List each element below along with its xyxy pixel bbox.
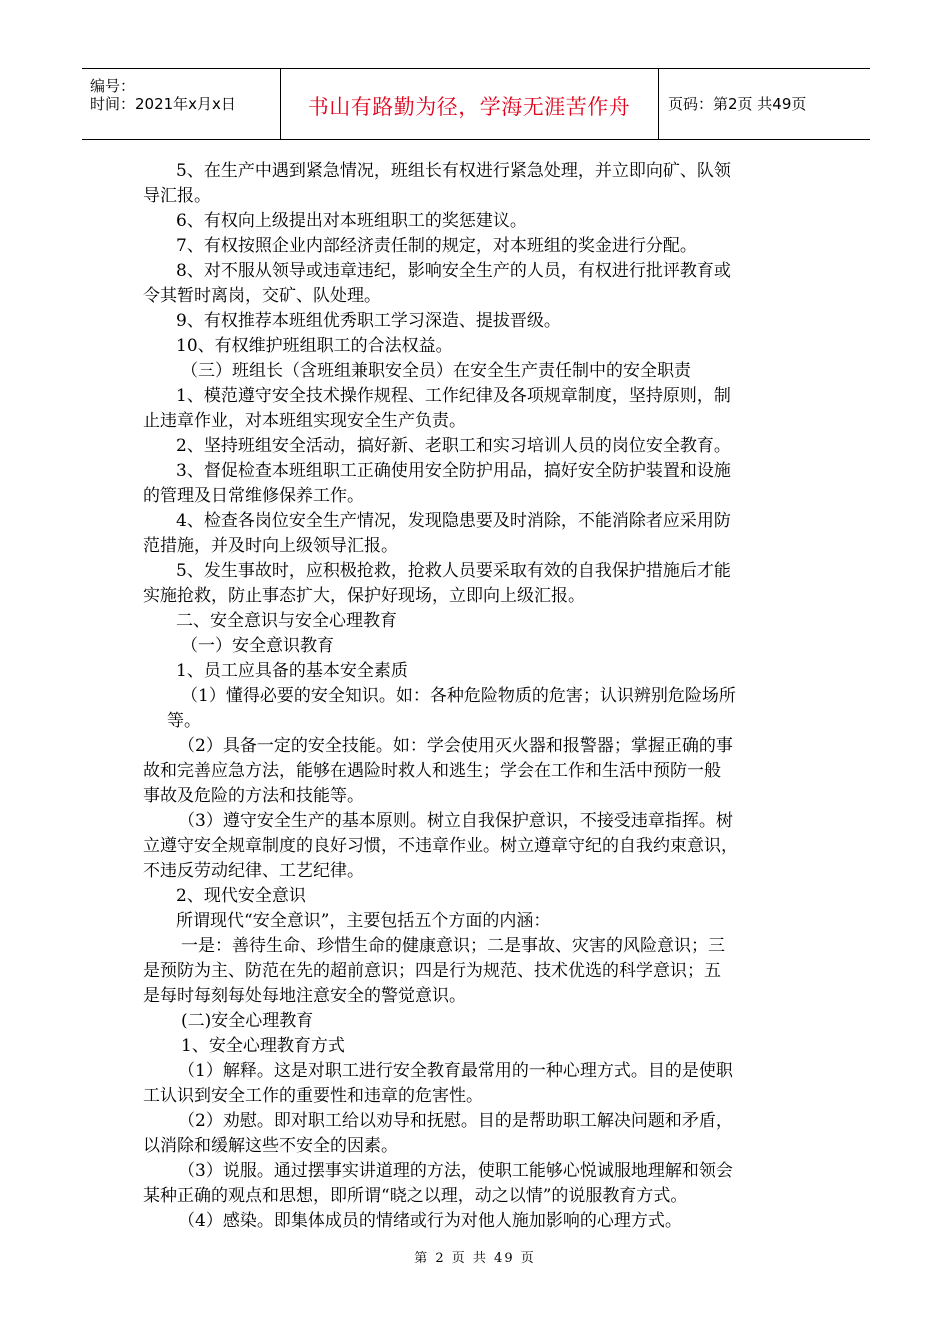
text-line: 8、对不服从领导或违章违纪，影响安全生产的人员，有权进行批评教育或 [176,261,731,281]
text-line: 范措施，并及时向上级领导汇报。 [143,536,398,556]
text-line: 立遵守安全规章制度的良好习惯，不违章作业。树立遵章守纪的自我约束意识， [143,836,738,856]
text-line: （3）遵守安全生产的基本原则。树立自我保护意识，不接受违章指挥。树 [178,811,733,831]
text-line: (二)安全心理教育 [181,1011,314,1031]
header-info-cell [82,69,281,139]
header-page-cell [658,69,870,139]
page-footer: 第 2 页 共 49 页 [414,1251,536,1266]
header-page-info: 页码：第2页 共49页 [668,95,807,113]
text-line: （1）懂得必要的安全知识。如：各种危险物质的危害；认识辨别危险场所 [181,686,736,706]
text-line: 9、有权推荐本班组优秀职工学习深造、提拔晋级。 [176,311,561,331]
text-line: 导汇报。 [143,186,211,206]
text-line: 所谓现代“安全意识”，主要包括五个方面的内涵： [176,911,551,931]
text-line: （2）劝慰。即对职工给以劝导和抚慰。目的是帮助职工解决问题和矛盾， [178,1111,733,1131]
text-line: 一是：善待生命、珍惜生命的健康意识；二是事故、灾害的风险意识；三 [181,936,725,956]
text-line: 5、在生产中遇到紧急情况，班组长有权进行紧急处理，并立即向矿、队领 [176,161,731,181]
text-line: （一）安全意识教育 [181,636,334,656]
text-line: 的管理及日常维修保养工作。 [143,486,364,506]
text-line: 工认识到安全工作的重要性和违章的危害性。 [143,1086,483,1106]
text-line: 1、员工应具备的基本安全素质 [176,661,408,681]
text-line: 以消除和缓解这些不安全的因素。 [143,1136,398,1156]
text-line: 3、督促检查本班组职工正确使用安全防护用品，搞好安全防护装置和设施 [176,461,731,481]
text-line: （三）班组长（含班组兼职安全员）在安全生产责任制中的安全职责 [181,361,691,381]
text-line: 是预防为主、防范在先的超前意识；四是行为规范、技术优选的科学意识；五 [143,961,721,981]
text-line: 事故及危险的方法和技能等。 [143,786,364,806]
text-line: 实施抢救，防止事态扩大，保护好现场，立即向上级汇报。 [143,586,585,606]
text-line: 1、模范遵守安全技术操作规程、工作纪律及各项规章制度，坚持原则，制 [176,386,731,406]
text-line: 令其暂时离岗，交矿、队处理。 [143,286,381,306]
text-line: 2、现代安全意识 [176,886,306,906]
text-line: 10、有权维护班组职工的合法权益。 [176,336,453,356]
text-line: 1、安全心理教育方式 [181,1036,345,1056]
text-line: 5、发生事故时，应积极抢救，抢救人员要采取有效的自我保护措施后才能 [176,561,731,581]
text-line: （1）解释。这是对职工进行安全教育最常用的一种心理方式。目的是使职 [178,1061,733,1081]
text-line: 某种正确的观点和思想，即所谓“晓之以理，动之以情”的说服教育方式。 [143,1186,688,1206]
document-body [143,159,815,1234]
text-line: 不违反劳动纪律、工艺纪律。 [143,861,364,881]
header-motto: 书山有路勤为径，学海无涯苦作舟 [307,95,631,119]
date-line: 时间：2021年x月x日 [90,95,236,113]
text-line: 2、坚持班组安全活动，搞好新、老职工和实习培训人员的岗位安全教育。 [176,436,731,456]
text-line: 是每时每刻每处每地注意安全的警觉意识。 [143,986,466,1006]
text-line: 等。 [167,711,201,731]
text-line: （4）感染。即集体成员的情绪或行为对他人施加影响的心理方式。 [178,1211,682,1231]
text-line: 6、有权向上级提出对本班组职工的奖惩建议。 [176,211,527,231]
code-label: 编号： [90,77,136,95]
text-line: 二、安全意识与安全心理教育 [176,611,397,631]
page-header [82,68,870,140]
header-motto-cell [280,69,659,139]
text-line: 4、检查各岗位安全生产情况，发现隐患要及时消除，不能消除者应采用防 [176,511,731,531]
text-line: 故和完善应急方法，能够在遇险时救人和逃生；学会在工作和生活中预防一般 [143,761,721,781]
text-line: （3）说服。通过摆事实讲道理的方法，使职工能够心悦诚服地理解和领会 [178,1161,733,1181]
text-line: 7、有权按照企业内部经济责任制的规定，对本班组的奖金进行分配。 [176,236,697,256]
text-line: （2）具备一定的安全技能。如：学会使用灭火器和报警器；掌握正确的事 [178,736,733,756]
text-line: 止违章作业，对本班组实现安全生产负责。 [143,411,466,431]
